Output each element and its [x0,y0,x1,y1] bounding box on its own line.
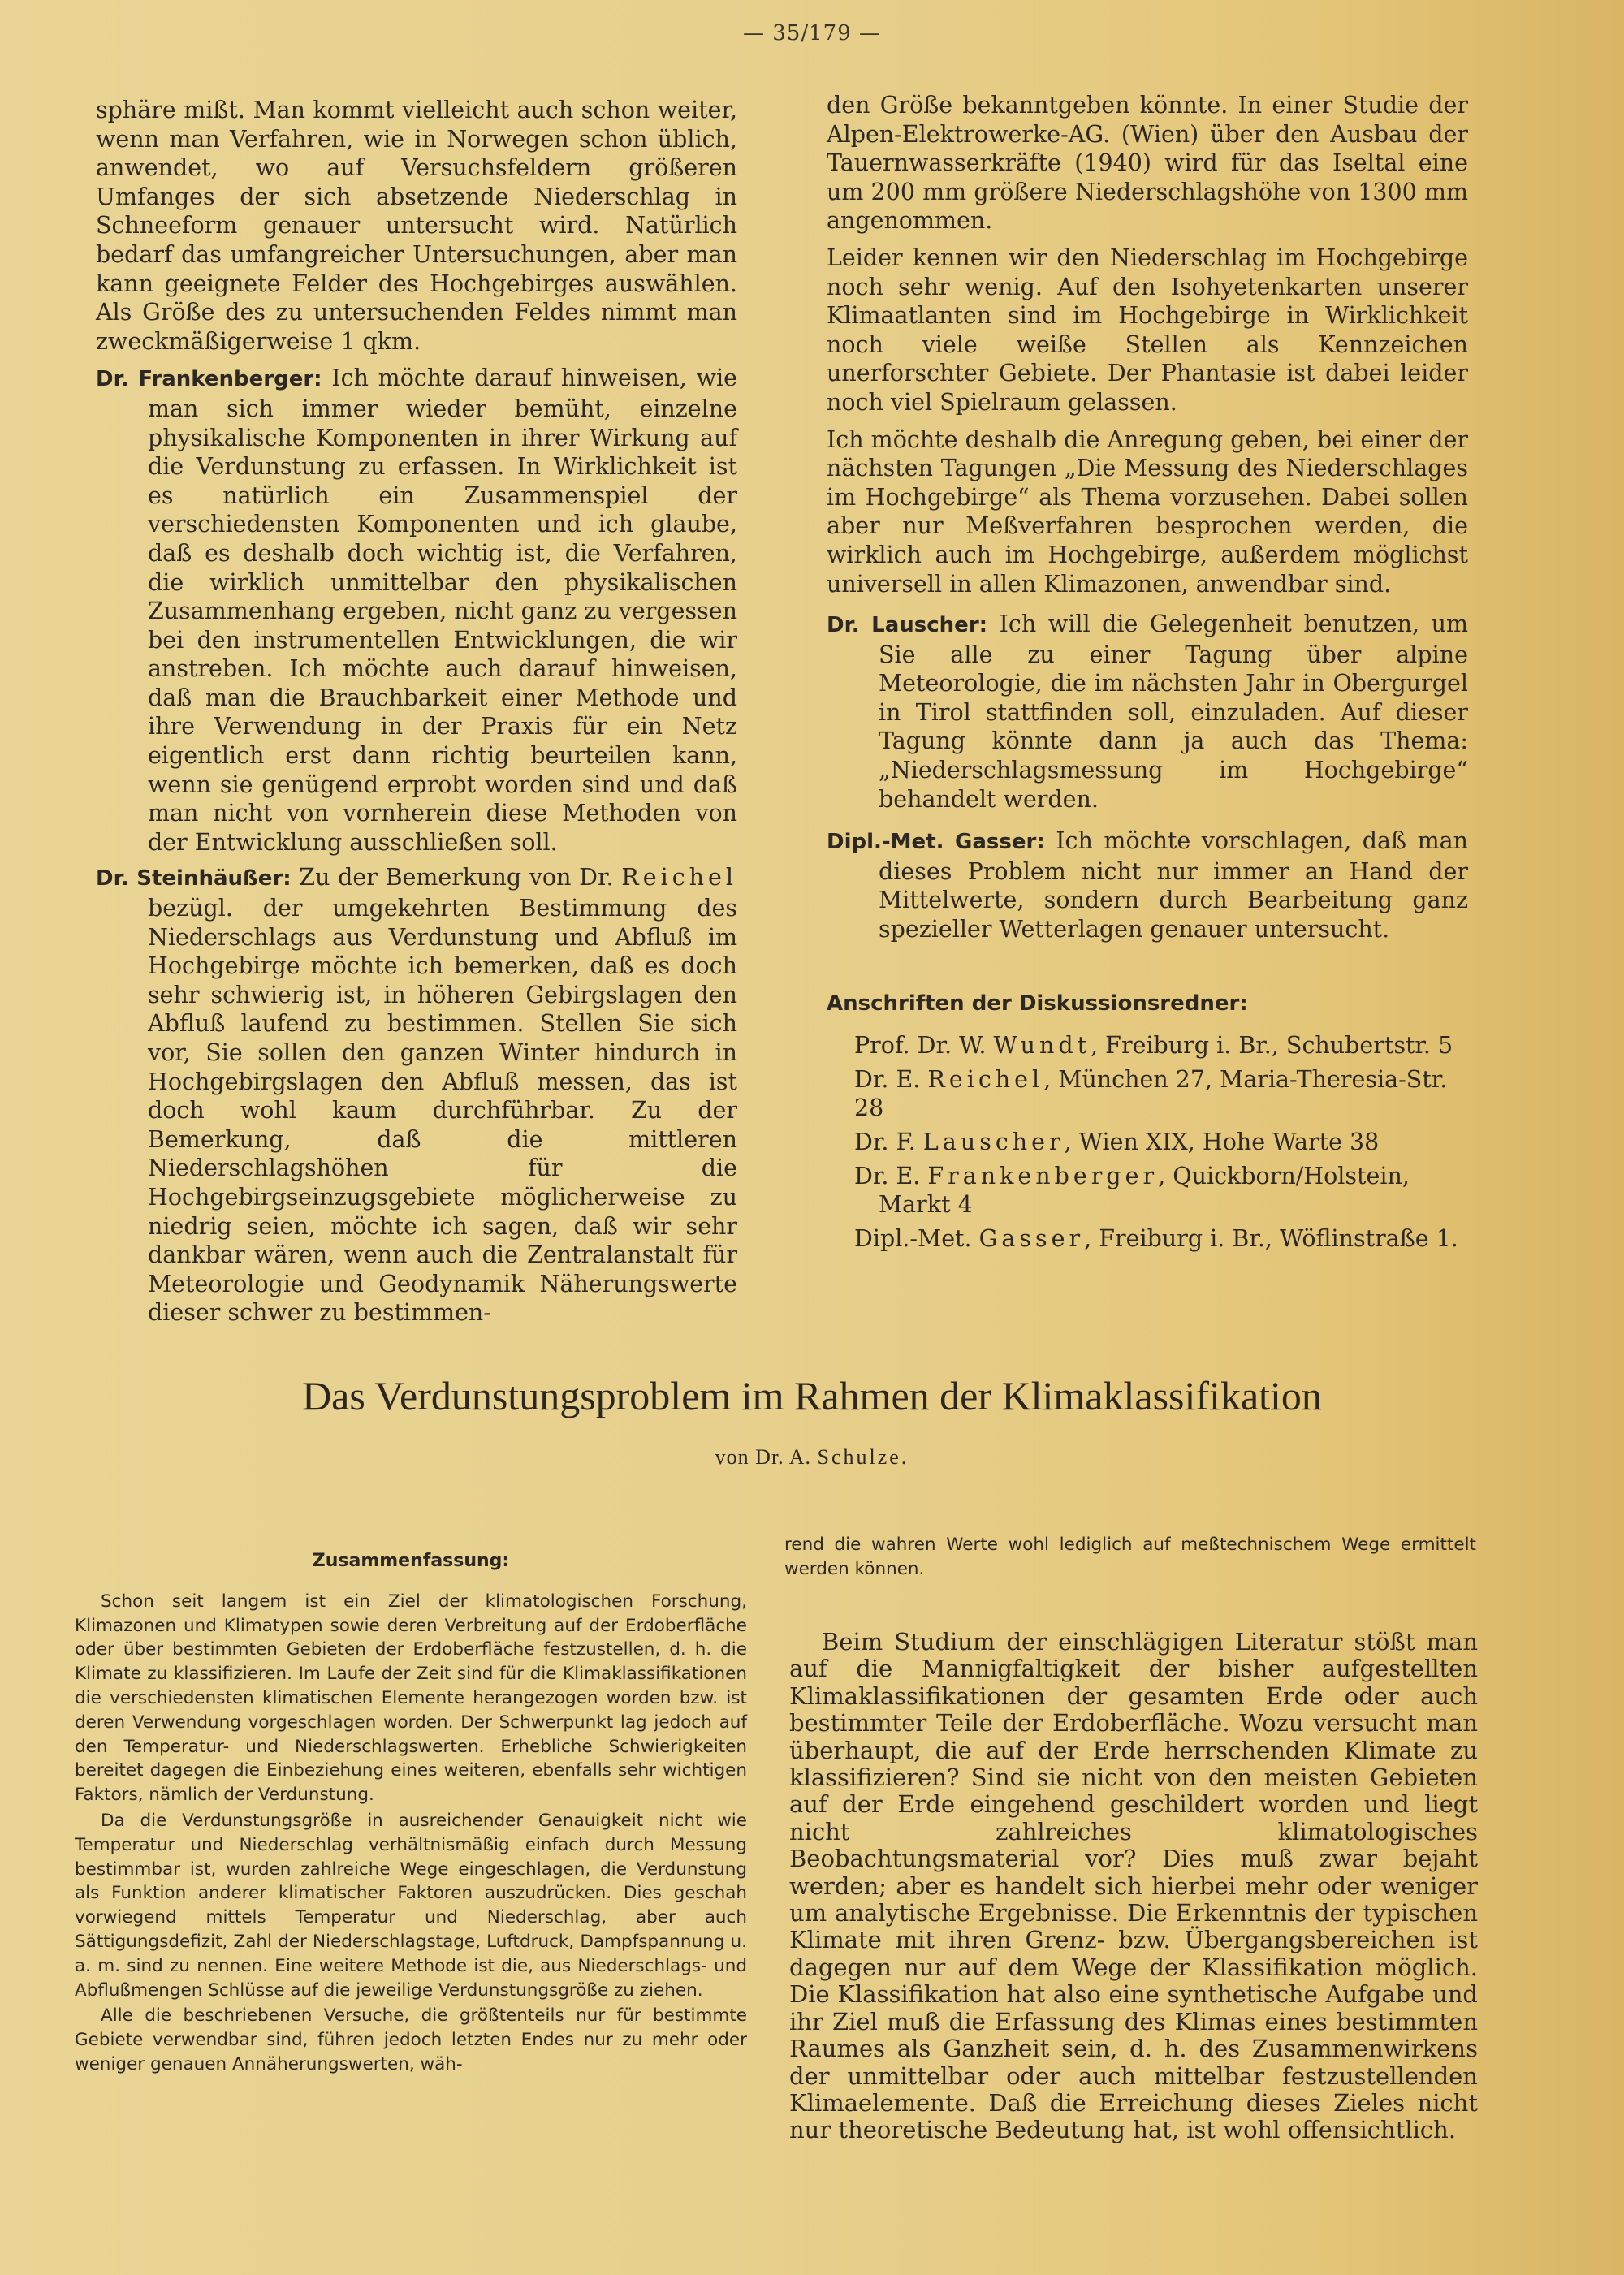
discussion-paragraph: Ich möchte deshalb die Anregung geben, bei einer der nächsten Tagungen „Die Messung des Niederschlages im Hochgebirge“ als Thema vorzusehen. Dabei sollen aber nur Meßverfahren besprochen werden, die wirklich auch im Hochgebirge, außerdem möglichst universell in allen Klimazonen, anwendbar sind. [827,425,1468,598]
article-body-column [789,1629,1478,2144]
address-name: Lauscher [922,1129,1065,1155]
address-line [827,1224,1468,1254]
cited-name: Reichel [621,864,737,891]
discussion-paragraph: Leider kennen wir den Niederschlag im Hochgebirge noch sehr wenig. Auf den Isohyetenkarten unserer Klimaatlanten sind im Hochgebirge in Wirklichkeit noch viele weiße Stellen als Kennzeichen unerforschter Gebiete. Der Phantasie ist dabei leider noch viel Spielraum gelassen. [827,244,1468,416]
article-paragraph: Beim Studium der einschlägigen Literatur stößt man auf die Mannigfaltigkeit der bisher aufgestellten Klimaklassifikationen der gesamten Erde oder auch bestimmter Teile der Erdoberfläche. Wozu versucht man überhaupt, die auf der Erde herrschenden Klimate zu klassifizieren? Sind sie nicht von den meisten Gebieten auf der Erde eingehend geschildert worden und liegt nicht zahlreiches klimatologisches Beobachtungsmaterial vor? Dies muß zwar bejaht werden; aber es handelt sich hierbei mehr oder weniger um analytische Ergebnisse. Die Erkenntnis der typischen Klimate mit ihren Grenz- bzw. Übergangsbereichen ist dagegen nur auf dem Wege der Klassifikation möglich. Die Klassifikation hat also eine synthetische Aufgabe und ihr Ziel muß die Erfassung des Klimas eines bestimmten Raumes als Ganzheit sein, d. h. des Zusammenwirkens der unmittelbar oder auch mittelbar festzustellenden Klimaelemente. Daß die Erreichung dieses Zieles nicht nur theoretische Bedeutung hat, ist wohl offensichtlich. [789,1628,1478,2144]
author-name: Schulze. [817,1445,909,1469]
summary-continuation: rend die wahren Werte wohl lediglich auf meßtechnischem Wege ermittelt werden können. [784,1535,1476,1579]
summary-paragraph: Da die Verdunstungsgröße in ausreichender Genauigkeit nicht wie Temperatur und Niederschlag verhältnismäßig einfach durch Messung bestimmbar ist, wurden zahlreiche Wege eingeschlagen, die Verdunstung als Funktion anderer klimatischer Faktoren auszudrücken. Dies geschah vorwiegend mittels Temperatur und Niederschlag, aber auch Sättigungsdefizit, Zahl der Niederschlagstage, Luftdruck, Dampfspannung u. a. m. sind zu nennen. Eine weitere Methode ist die, aus Niederschlags- und Abflußmengen Schlüsse auf die jeweilige Verdunstungsgröße zu ziehen. [75,1810,747,2001]
summary-paragraph: Alle die beschriebenen Versuche, die größtenteils nur für bestimmte Gebiete verwendbar sind, führen jedoch letzten Endes nur zu mehr oder weniger genauen Annäherungswerten, wäh- [75,2005,747,2074]
article-title: Das Verdunstungsproblem im Rahmen der Klimaklassifikation [302,1373,1322,1418]
speaker-text: Ich möchte vorschlagen, daß man dieses Problem nicht nur immer an Hand der Mittelwerte, sondern durch Bearbeitung ganz spezieller Wetterlagen genauer untersucht. [879,827,1468,943]
address-text: , Freiburg i. Br., Schubertstr. 5 [1091,1032,1453,1060]
address-prefix: Dr. F. [854,1129,916,1155]
speaker-steinhaeusser [96,863,737,1327]
address-name: Reichel [927,1065,1044,1093]
address-text: , Quickborn/Holstein, [1158,1162,1410,1189]
speaker-gasser [827,827,1468,943]
speaker-lauscher [827,610,1468,814]
discussion-right-column [827,91,1468,1258]
summary-paragraph: Schon seit langem ist ein Ziel der klimatologischen Forschung, Klimazonen und Klimatypen sowie deren Verbreitung auf der Erdoberfläche oder über bestimmten Gebieten der Erdoberfläche festzustellen, d. h. die Klimate zu klassifizieren. Im Laufe der Zeit sind für die Klimaklassifikationen die verschiedensten klimatischen Elemente herangezogen worden bzw. ist deren Verwendung vorgeschlagen worden. Der Schwerpunkt lag jedoch auf den Temperatur- und Niederschlagswerten. Erhebliche Schwierigkeiten bereitet dagegen die Einbeziehung eines weiteren, ebenfalls sehr wichtigen Faktors, nämlich der Verdunstung. [75,1591,747,1806]
byline-prefix: von Dr. A. [715,1445,812,1469]
address-name: Gasser [978,1224,1085,1252]
address-prefix: Dr. E. [854,1065,921,1093]
address-prefix: Prof. Dr. W. [854,1032,987,1060]
address-name: Wundt [993,1032,1091,1060]
speaker-name: Dipl.-Met. Gasser: [827,830,1045,855]
article-byline [0,1445,1624,1470]
speaker-name: Dr. Frankenberger: [96,367,322,392]
speaker-text: Ich möchte darauf hinweisen, wie man sich immer wieder bemüht, einzelne physikalische Komponenten in ihrer Wirkung auf die Verdunstung zu erfassen. In Wirklichkeit ist es natürlich ein Zusammenspiel der verschiedensten Komponenten und ich glaube, daß es deshalb doch wichtig ist, die Verfahren, die wirklich unmittelbar den physikalischen Zusammenhang ergeben, nicht ganz zu vergessen bei den instrumentellen Entwicklungen, die wir anstreben. Ich möchte auch darauf hinweisen, daß man die Brauchbarkeit einer Methode und ihre Verwendung in der Praxis für ein Netz eigentlich erst dann richtig beurteilen kann, wenn sie genügend erprobt worden sind und daß man nicht von vornherein diese Methoden von der Entwicklung ausschließen soll. [148,365,738,856]
address-line [827,1128,1468,1157]
address-continuation: Markt 4 [879,1191,973,1219]
speaker-name: Dr. Lauscher: [827,613,988,638]
speaker-name: Dr. Steinhäußer: [96,866,292,891]
summary-heading: Zusammenfassung: [312,1551,510,1571]
address-line [827,1031,1468,1060]
summary-column [75,1549,747,2079]
address-line [827,1162,1468,1220]
address-text: , Wien XIX, Hohe Warte 38 [1064,1129,1380,1155]
address-prefix: Dr. E. [854,1162,921,1189]
discussion-paragraph: sphäre mißt. Man kommt vielleicht auch schon weiter, wenn man Verfahren, wie in Norwegen schon üblich, anwendet, wo auf Versuchsfeldern größeren Umfanges der sich absetzende Niederschlag in Schneeform genauer untersucht wird. Natürlich bedarf das umfangreicher Untersuchungen, aber man kann geeignete Felder des Hochgebirges auswählen. Als Größe des zu untersuchenden Feldes nimmt man zweckmäßigerweise 1 qkm. [96,97,737,355]
address-text: , München 27, Maria-Theresia-Str. 28 [854,1065,1448,1122]
page-number: — 35/179 — [743,21,881,45]
discussion-left-column [96,96,737,1334]
speaker-frankenberger [96,364,737,857]
address-line [827,1065,1468,1123]
addresses-heading: Anschriften der Diskussionsredner: [827,991,1248,1016]
address-prefix: Dipl.-Met. [854,1224,972,1252]
speaker-text: Zu der Bemerkung von Dr. [299,864,614,891]
address-text: , Freiburg i. Br., Wöflinstraße 1. [1084,1224,1458,1252]
discussion-paragraph: den Größe bekanntgeben könnte. In einer Studie der Alpen-Elektrowerke-AG. (Wien) über den Ausbau der Tauernwasserkräfte (1940) wird für das Iseltal eine um 200 mm größere Niederschlagshöhe von 1300 mm angenommen. [827,92,1468,235]
speaker-text: bezügl. der umgekehrten Bestimmung des Niederschlags aus Verdunstung und Abfluß im Hochgebirge möchte ich bemerken, daß es doch sehr schwierig ist, in höheren Gebirgslagen den Abfluß laufend zu bestimmen. Stellen Sie sich vor, Sie sollen den ganzen Winter hindurch in Hochgebirgslagen den Abfluß messen, das ist doch wohl kaum durchführbar. Zu der Bemerkung, daß die mittleren Niederschlagshöhen für die Hochgebirgseinzugsgebiete möglicherweise zu niedrig seien, möchte ich sagen, daß wir sehr dankbar wären, wenn auch die Zentralanstalt für Meteorologie und Geodynamik Näherungswerte dieser schwer zu bestimmen- [148,895,737,1327]
address-name: Frankenberger [927,1162,1159,1189]
speaker-text: Ich will die Gelegenheit benutzen, um Sie alle zu einer Tagung über alpine Meteorologie, die im nächsten Jahr in Obergurgel in Tirol stattfinden soll, einzuladen. Auf dieser Tagung könnte dann ja auch das Thema: „Niederschlagsmessung im Hochgebirge“ behandelt werden. [879,611,1469,813]
